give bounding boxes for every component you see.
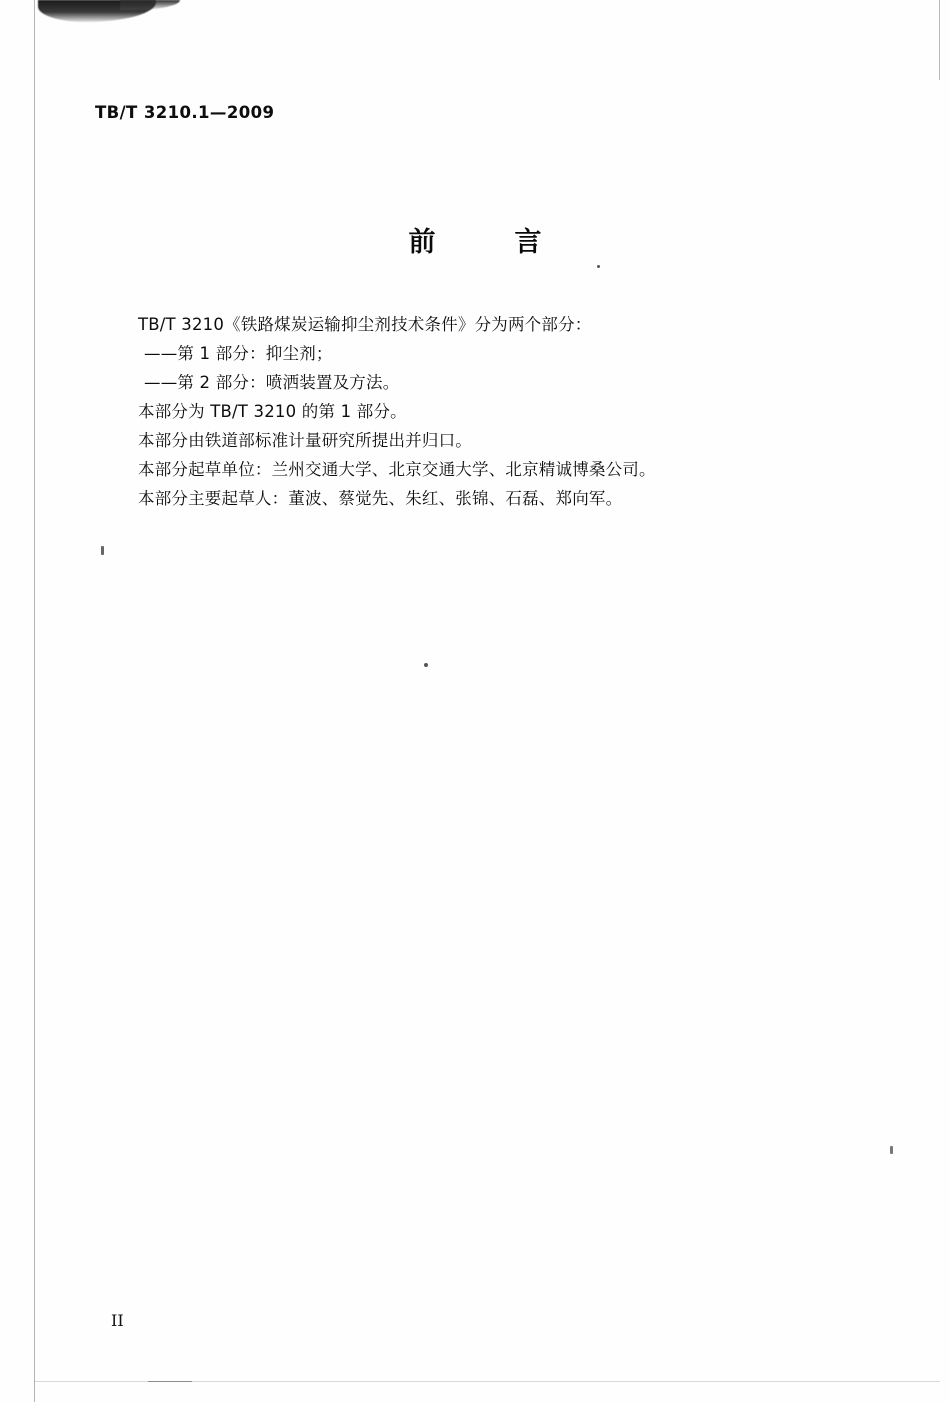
paragraph: 本部分由铁道部标准计量研究所提出并归口。 [138,431,472,450]
standard-number-header: TB/T 3210.1—2009 [95,103,275,122]
page-edge-bottom-tick [148,1381,192,1382]
page-title: 前 言 [408,227,568,258]
paragraph: ——第 2 部分：喷洒装置及方法。 [144,373,400,392]
page-number: II [111,1311,124,1330]
scan-speck [424,663,428,667]
scan-speck [890,1146,893,1154]
paragraph: ——第 1 部分：抑尘剂； [144,344,333,363]
paragraph: 本部分为 TB/T 3210 的第 1 部分。 [138,402,407,421]
scan-speck [101,546,104,555]
foreword-body [138,310,838,513]
paragraph: TB/T 3210《铁路煤炭运输抑尘剂技术条件》分为两个部分： [138,315,592,334]
paragraph: 本部分起草单位：兰州交通大学、北京交通大学、北京精诚博桑公司。 [138,460,656,479]
paragraph: 本部分主要起草人：董波、蔡觉先、朱红、张锦、石磊、郑向军。 [138,489,623,508]
page-edge-right [939,0,940,80]
scan-speck [597,265,600,268]
page-edge-left [34,0,35,1402]
scan-artifact-smudge-secondary [120,0,180,10]
